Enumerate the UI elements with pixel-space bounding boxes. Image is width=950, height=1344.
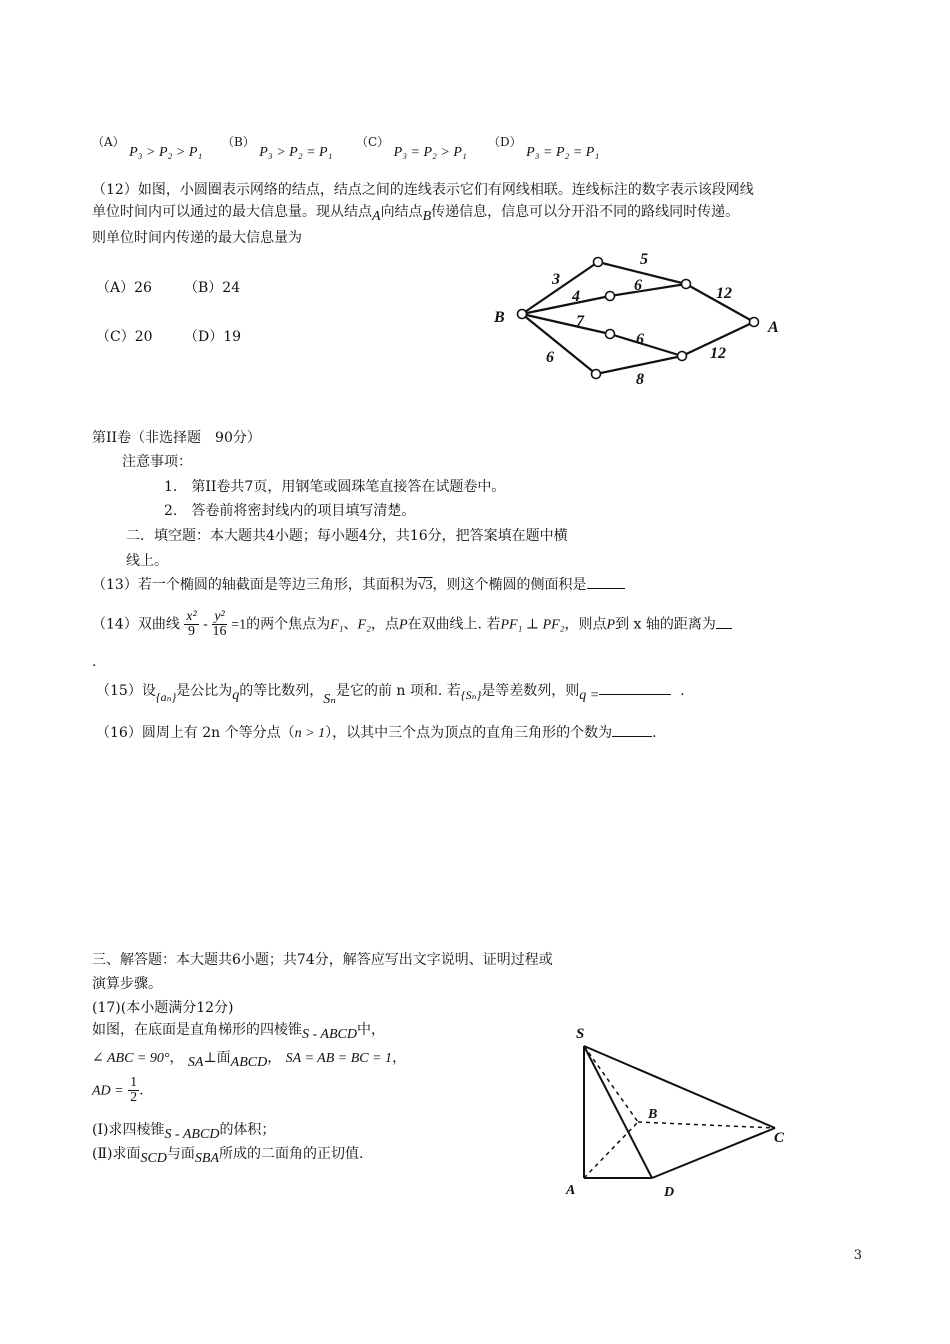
vertex-c: C xyxy=(774,1130,785,1146)
fill-section-title-cont: 线上。 xyxy=(126,553,168,569)
q14: （14）双曲线 $\frac{\text{x²}}{9}$ - $\frac{\text{y²}}{16}$ =1的两个焦点为F₁、F₂，点P在双曲线上. 若PF₁ ⊥ PF₂，则点P到 x 轴的距离为 xyxy=(92,610,732,639)
q12-line1: （12）如图，小圆圈表示网络的结点，结点之间的连线表示它们有网线相联。连线标注的数字表示该段网线 xyxy=(92,182,754,198)
node-upper-mid xyxy=(606,292,615,301)
node-upper-right xyxy=(682,280,691,289)
node-bottom xyxy=(592,370,601,379)
vertex-b: B xyxy=(648,1107,658,1122)
q14-dot: . xyxy=(92,654,97,670)
q17-part1: (Ⅰ)求四棱锥S - ABCD的体积； xyxy=(92,1122,276,1142)
q15: （15）设{aₙ}是公比为q的等比数列，Sₙ是它的前 n 项和. 若{Sₙ}是等差数列，则q = . xyxy=(96,680,685,702)
q15-answer-blank[interactable] xyxy=(599,680,671,695)
node-top xyxy=(594,258,603,267)
fill-section-title: 二．填空题：本大题共4小题；每小题4分，共16分，把答案填在题中横 xyxy=(126,528,568,544)
q11-option-c: （C） P₃ = P₂ > P₁ xyxy=(356,135,467,160)
q17-line2: ∠ ABC = 90°， SA⊥面ABCD， SA = AB = BC = 1， xyxy=(92,1050,407,1070)
q17-line1: 如图，在底面是直角梯形的四棱锥S - ABCD中， xyxy=(92,1022,385,1042)
q17-head: (17)(本小题满分12分) xyxy=(92,1000,234,1016)
vertex-s: S xyxy=(576,1026,585,1042)
vertex-a: A xyxy=(566,1183,576,1198)
q11-option-a: （A） P₃ > P₂ > P₁ xyxy=(92,135,203,160)
q16-answer-blank[interactable] xyxy=(612,722,652,737)
q12-option-d: （D）19 xyxy=(184,329,242,345)
q12-line3: 则单位时间内传递的最大信息量为 xyxy=(92,230,302,246)
node-lower-right xyxy=(678,352,687,361)
part2-note-2: 2. 答卷前将密封线内的项目填写清楚。 xyxy=(164,503,416,519)
part3-title: 三、解答题：本大题共6小题；共74分，解答应写出文字说明、证明过程或 xyxy=(92,952,553,968)
q12-option-c: （C）20 xyxy=(96,329,153,345)
node-b xyxy=(518,310,527,319)
part3-title-cont: 演算步骤。 xyxy=(92,976,162,992)
edge-label: 3 xyxy=(552,271,560,288)
edge-label: 8 xyxy=(636,371,644,388)
graph-label-b: B xyxy=(494,309,505,326)
q11-option-b: （B） P₃ > P₂ = P₁ xyxy=(222,135,333,160)
q12-option-a: （A）26 xyxy=(96,280,152,296)
q16: （16）圆周上有 2n 个等分点（n > 1），以其中三个点为顶点的直角三角形的个数为 . xyxy=(96,722,657,744)
q17-line3: AD = $\frac{1}{2}$ . xyxy=(92,1075,144,1105)
edge-label: 4 xyxy=(572,288,580,305)
graph-label-a: A xyxy=(768,319,779,336)
part2-note-1: 1. 第II卷共7页，用钢笔或圆珠笔直接答在试题卷中。 xyxy=(164,479,506,495)
edge-label: 6 xyxy=(636,331,644,348)
part2-notice: 注意事项： xyxy=(122,454,192,470)
q12-option-b: （B）24 xyxy=(184,280,241,296)
node-lower-mid xyxy=(606,330,615,339)
network-diagram xyxy=(490,246,790,396)
vertex-d: D xyxy=(664,1185,675,1200)
part2-title: 第II卷（非选择题 90分） xyxy=(92,430,261,446)
q14-answer-blank[interactable] xyxy=(716,614,732,629)
edge-label: 6 xyxy=(546,349,554,366)
q13: （13）若一个椭圆的轴截面是等边三角形，其面积为√3，则这个椭圆的侧面积是 xyxy=(92,574,625,596)
edge-label: 6 xyxy=(634,277,642,294)
page-number: 3 xyxy=(853,1248,862,1263)
edge-label: 7 xyxy=(576,313,584,330)
pyramid-diagram xyxy=(560,1018,800,1203)
q11-option-d: （D） P₃ = P₂ = P₁ xyxy=(488,135,600,160)
q13-answer-blank[interactable] xyxy=(587,574,625,589)
edge-label: 5 xyxy=(640,251,648,268)
q12-line2: 单位时间内可以通过的最大信息量。现从结点A向结点B传递信息，信息可以分开沿不同的路线同时传递。 xyxy=(92,204,740,224)
node-a xyxy=(750,318,759,327)
edge-label: 12 xyxy=(710,345,726,362)
edge-label: 12 xyxy=(716,285,732,302)
q17-part2: (Ⅱ)求面SCD与面SBA所成的二面角的正切值. xyxy=(92,1146,364,1166)
